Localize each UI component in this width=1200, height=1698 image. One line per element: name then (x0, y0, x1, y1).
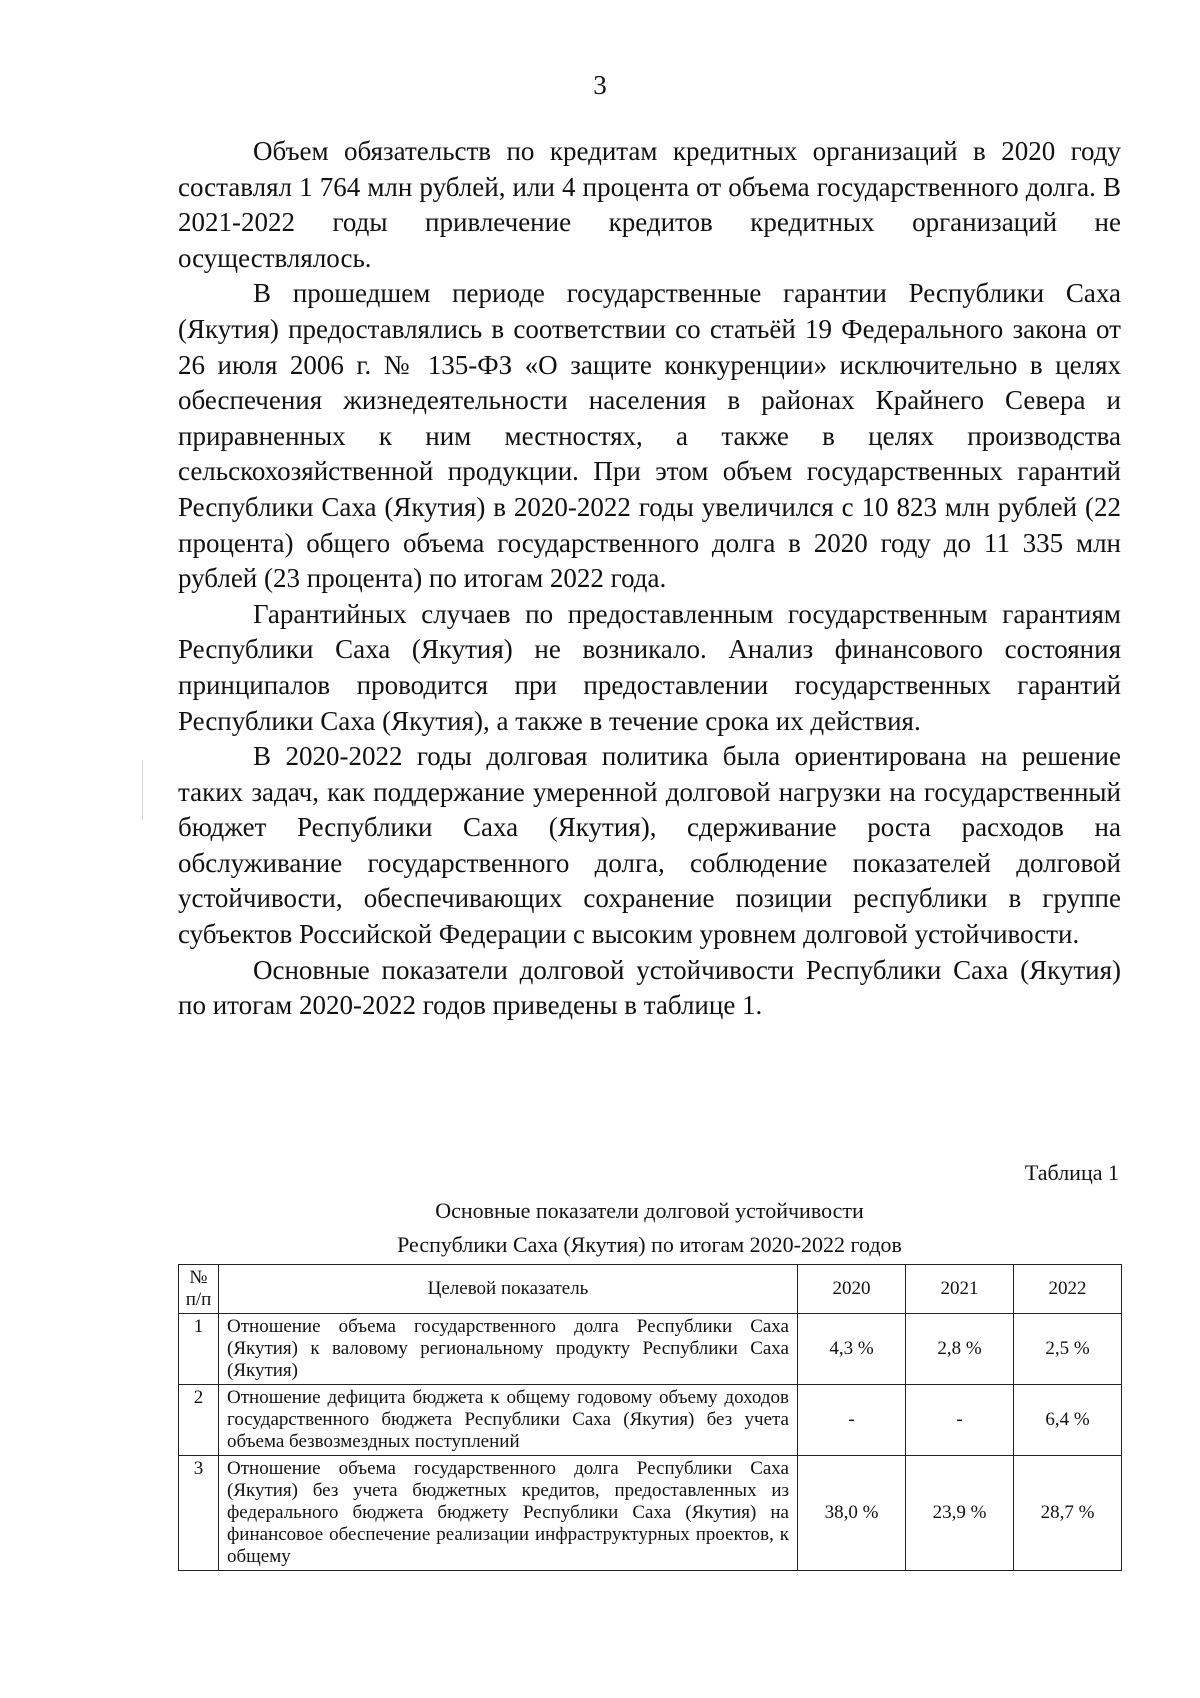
row-value-2022: 6,4 % (1014, 1385, 1122, 1456)
table-row (179, 1385, 1122, 1456)
body-text (178, 134, 1121, 1024)
row-value-2022: 28,7 % (1014, 1456, 1122, 1571)
row-num: 3 (179, 1456, 219, 1571)
paragraph-debt-policy: В 2020-2022 годы долговая политика была ориентирована на решение таких задач, как поддержание умеренной долговой нагрузки на государственный бюджет Республики Саха (Якутия), сдерживание роста расходов на обслуживание государственного долга, соблюдение показателей долговой устойчивости, обеспечивающих сохранение позиции республики в группе субъектов Российской Федерации с высоким уровнем долговой устойчивости. (178, 741, 1121, 950)
header-2021: 2021 (906, 1265, 1014, 1314)
paragraph-credit-obligations: Объем обязательств по кредитам кредитных организаций в 2020 году составлял 1 764 млн рублей, или 4 процента от объема государственного долга. В 2021-2022 годы привлечение кредитов кредитных организаций не осуществлялось. (178, 136, 1121, 273)
indicators-table (178, 1264, 1122, 1571)
table-row (179, 1314, 1122, 1385)
row-value-2020: 38,0 % (798, 1456, 906, 1571)
row-num: 1 (179, 1314, 219, 1385)
paragraph-state-guarantees: В прошедшем периоде государственные гарантии Республики Саха (Якутия) предоставлялись в соответствии со статьёй 19 Федерального закона от 26 июля 2006 г. № 135-ФЗ «О защите конкуренции» исключительно в целях обеспечения жизнедеятельности населения в районах Крайнего Севера и приравненных к ним местностях, а также в целях производства сельскохозяйственной продукции. При этом объем государственных гарантий Республики Саха (Якутия) в 2020-2022 годы увеличился с 10 823 млн рублей (22 процента) общего объема государственного долга в 2020 году до 11 335 млн рублей (23 процента) по итогам 2022 года. (178, 278, 1121, 594)
table-title (178, 1194, 1121, 1262)
table-row (179, 1456, 1122, 1571)
row-value-2022: 2,5 % (1014, 1314, 1122, 1385)
header-num: № п/п (179, 1265, 219, 1314)
row-value-2020: 4,3 % (798, 1314, 906, 1385)
table-title-line-2: Республики Саха (Якутия) по итогам 2020-2022 годов (397, 1232, 902, 1257)
row-indicator: Отношение дефицита бюджета к общему годовому объему доходов государственного бюджета Республики Саха (Якутия) без учета объема безвозмездных поступлений (219, 1385, 798, 1456)
header-2020: 2020 (798, 1265, 906, 1314)
page-number: 3 (593, 70, 607, 100)
row-value-2021: - (906, 1385, 1014, 1456)
paragraph-table-reference: Основные показатели долговой устойчивости Республики Саха (Якутия) по итогам 2020-2022 годов приведены в таблице 1. (178, 954, 1121, 1021)
table-header-row (179, 1265, 1122, 1314)
scan-artifact (142, 760, 143, 820)
row-num: 2 (179, 1385, 219, 1456)
row-indicator: Отношение объема государственного долга Республики Саха (Якутия) к валовому региональному продукту Республики Саха (Якутия) (219, 1314, 798, 1385)
row-value-2020: - (798, 1385, 906, 1456)
header-2022: 2022 (1014, 1265, 1122, 1314)
row-indicator: Отношение объема государственного долга Республики Саха (Якутия) без учета бюджетных кредитов, предоставленных из федерального бюджета бюджету Республики Саха (Якутия) на финансовое обеспечение реализации инфраструктурных проектов, к общему (219, 1456, 798, 1571)
table-caption: Таблица 1 (1024, 1160, 1119, 1185)
table-title-line-1: Основные показатели долговой устойчивости (435, 1198, 864, 1223)
row-value-2021: 23,9 % (906, 1456, 1014, 1571)
paragraph-guarantee-cases: Гарантийных случаев по предоставленным государственным гарантиям Республики Саха (Якутия) не возникало. Анализ финансового состояния принципалов проводится при предоставлении государственных гарантий Республики Саха (Якутия), а также в течение срока их действия. (178, 598, 1121, 736)
header-indicator: Целевой показатель (219, 1265, 798, 1314)
row-value-2021: 2,8 % (906, 1314, 1014, 1385)
